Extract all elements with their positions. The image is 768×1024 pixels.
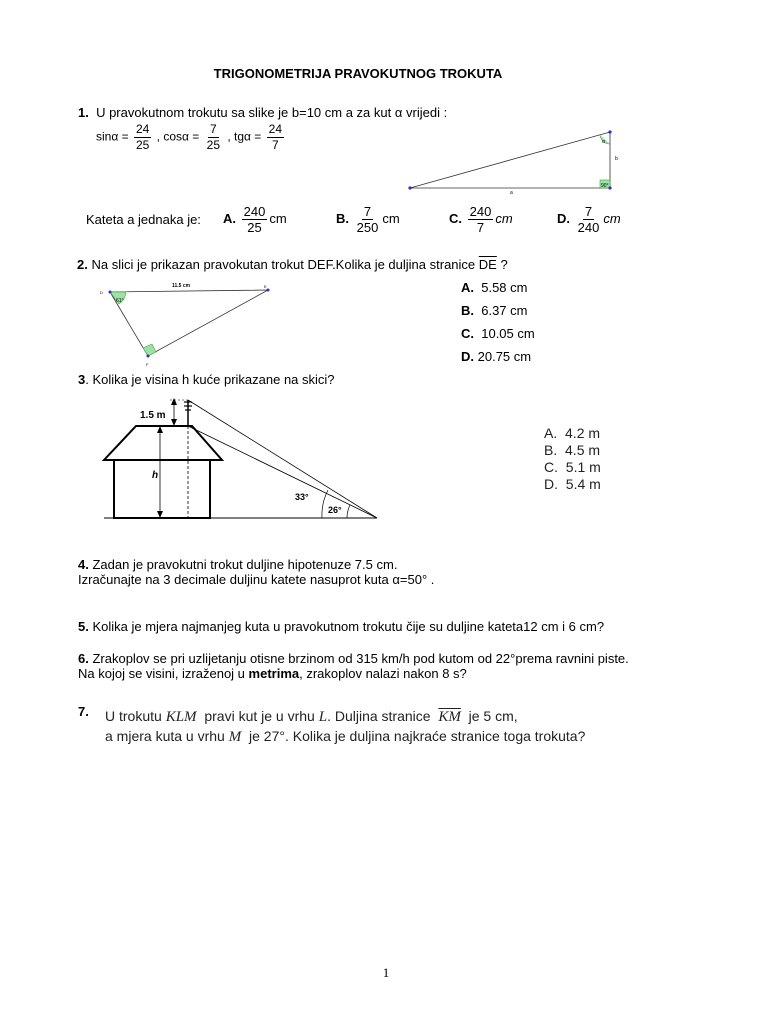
option-value: 4.5 m xyxy=(565,442,601,458)
cos-denominator: 25 xyxy=(206,138,220,152)
option-numerator: 240 xyxy=(243,204,266,219)
question-1-prompt: U pravokutnom trokutu sa slike je b=10 cm a za kut xyxy=(96,105,392,120)
question-4-line-2: Izračunajte na 3 decimale duljinu katete nasuprot kuta xyxy=(78,572,389,587)
question-3-option-d[interactable] xyxy=(544,476,601,493)
house-roof xyxy=(104,426,222,460)
option-letter: A. xyxy=(544,425,558,441)
question-6-text xyxy=(78,651,629,681)
option-letter: B. xyxy=(336,210,349,226)
question-3-options xyxy=(544,425,601,493)
house-sketch xyxy=(100,394,385,524)
option-value: 4.2 m xyxy=(565,425,601,441)
vertex-m: M xyxy=(228,729,242,745)
question-2-number: 2. xyxy=(77,257,88,272)
option-denominator: 240 xyxy=(577,220,600,235)
sin-numerator: 24 xyxy=(135,122,150,136)
question-7-text-part: a mjera kuta u vrhu xyxy=(105,728,225,744)
option-denominator: 250 xyxy=(356,220,379,235)
house-height-label: h xyxy=(152,470,159,481)
question-1-number: 1. xyxy=(78,105,89,120)
tg-numerator: 24 xyxy=(268,122,283,136)
alpha-symbol: α xyxy=(392,572,400,587)
question-4-number: 4. xyxy=(78,557,89,572)
option-unit: cm xyxy=(382,210,400,226)
arrow-head xyxy=(157,426,163,433)
option-unit: cm xyxy=(269,210,287,226)
side-b-label: b xyxy=(615,156,618,162)
option-letter: C. xyxy=(449,210,462,226)
sin-denominator: 25 xyxy=(135,138,150,152)
option-value: 10.05 cm xyxy=(481,326,535,341)
cos-fraction xyxy=(205,122,222,153)
question-3-number: 3 xyxy=(78,372,86,387)
triangle-def xyxy=(110,290,268,356)
option-fraction xyxy=(468,204,494,235)
vertex-point xyxy=(267,289,270,292)
segment-km: $\overline{KM}$ xyxy=(438,709,461,725)
right-angle-mark xyxy=(143,344,156,356)
option-unit: cm xyxy=(495,210,513,226)
question-1-option-b[interactable] xyxy=(336,204,400,235)
option-letter: D. xyxy=(461,349,474,364)
question-6-line-2-end: , zrakoplov nalazi nakon 8 s? xyxy=(299,666,467,681)
side-length-label: 11.5 cm xyxy=(172,283,191,289)
vertex-l: L xyxy=(318,709,328,725)
question-3-option-a[interactable] xyxy=(544,425,601,442)
question-2-option-c[interactable] xyxy=(461,322,535,345)
tg-denominator: 7 xyxy=(271,138,279,152)
option-unit: cm xyxy=(603,210,621,226)
option-letter: C. xyxy=(461,326,474,341)
question-7-text-part: U trokutu xyxy=(105,708,162,724)
tg-label: , tgα = xyxy=(227,129,262,144)
arrow-head xyxy=(171,419,177,426)
question-1-option-c[interactable] xyxy=(449,204,513,235)
question-2-triangle-figure xyxy=(96,278,280,370)
question-7-text-part: pravi kut je u vrhu xyxy=(204,708,315,724)
angle-33-label: 33° xyxy=(295,492,309,502)
question-6-line-2: Na kojoj se visini, izraženoj u xyxy=(78,666,245,681)
option-numerator: 7 xyxy=(584,204,593,219)
arrow-head xyxy=(157,511,163,518)
question-4-line-1: Zadan je pravokutni trokut duljine hipotenuze 7.5 cm. xyxy=(92,557,398,572)
question-1-answer-prompt: Kateta a jednaka je: xyxy=(86,212,201,227)
angle-26-label: 26° xyxy=(328,505,342,515)
page-number: 1 xyxy=(382,965,390,980)
question-1-ratios xyxy=(96,122,286,153)
angle-arc-26 xyxy=(347,505,350,518)
question-7-text xyxy=(105,707,585,747)
option-denominator: 7 xyxy=(476,220,485,235)
option-value: 20.75 cm xyxy=(477,349,532,364)
question-5-text xyxy=(78,619,604,634)
sin-label: sinα = xyxy=(96,129,129,144)
question-2-option-a[interactable] xyxy=(461,276,535,299)
question-4-text xyxy=(78,557,434,587)
angle-label: 61° xyxy=(116,298,124,304)
cos-label: , cosα = xyxy=(156,129,200,144)
option-letter: A. xyxy=(461,280,474,295)
option-fraction xyxy=(242,204,268,235)
option-value: 5.58 cm xyxy=(481,280,528,295)
question-3-text xyxy=(78,372,335,387)
question-2-options xyxy=(461,276,535,368)
option-letter: B. xyxy=(461,303,474,318)
option-numerator: 7 xyxy=(363,204,372,219)
option-letter: D. xyxy=(557,210,570,226)
question-3-option-b[interactable] xyxy=(544,442,601,459)
vertex-e-label: E xyxy=(264,284,267,289)
question-5-prompt: Kolika je mjera najmanjeg kuta u pravokutnom trokutu čije su duljine kateta12 cm i 6 cm? xyxy=(92,619,605,634)
option-value: 5.1 m xyxy=(565,459,601,475)
option-letter: D. xyxy=(544,476,558,492)
option-fraction xyxy=(576,204,602,235)
question-2-prompt-end: ? xyxy=(500,257,508,272)
question-7-text-part: . Duljina stranice xyxy=(327,708,431,724)
option-fraction xyxy=(355,204,381,235)
question-1-text xyxy=(78,105,447,120)
question-6-line-1: Zrakoplov se pri uzlijetanju otisne brzinom od 315 km/h pod kutom od 22°prema ravnini piste. xyxy=(92,651,629,666)
question-1-triangle-figure xyxy=(402,124,622,194)
vertex-point xyxy=(109,291,112,294)
question-6-emphasis: metrima xyxy=(248,666,300,681)
antenna-height-label: 1.5 m xyxy=(140,410,166,421)
question-1-prompt-end: vrijedi : xyxy=(406,105,448,120)
question-1-option-a[interactable] xyxy=(223,204,287,235)
question-2-option-b[interactable] xyxy=(461,299,535,322)
question-2-option-d[interactable] xyxy=(461,345,535,368)
segment-de: $\overline{DE}$ xyxy=(478,257,497,272)
vertex-point xyxy=(408,186,411,189)
sin-fraction xyxy=(134,122,151,153)
option-value: 6.37 cm xyxy=(481,303,528,318)
option-numerator: 240 xyxy=(469,204,492,219)
vertex-point xyxy=(608,130,611,133)
right-angle-label: 90° xyxy=(601,183,609,189)
question-4-angle: =50° . xyxy=(399,572,435,587)
option-value: 5.4 m xyxy=(565,476,601,492)
vertex-f-label: F xyxy=(146,362,149,367)
side-a-label: a xyxy=(510,190,513,194)
question-7-text-part: je 5 cm, xyxy=(468,708,518,724)
triangle-name: KLM xyxy=(165,709,197,725)
option-denominator: 25 xyxy=(247,220,262,235)
sight-line-roof xyxy=(188,426,377,518)
triangle-abc xyxy=(410,132,610,188)
question-7-number-text: 7. xyxy=(78,704,89,719)
tg-fraction xyxy=(267,122,284,153)
option-letter: B. xyxy=(544,442,558,458)
question-2-text xyxy=(77,257,508,272)
question-5-number: 5. xyxy=(78,619,89,634)
alpha-symbol: α xyxy=(394,105,403,120)
question-3-prompt: . Kolika je visina h kuće prikazane na skici? xyxy=(85,372,335,387)
question-2-prompt: Na slici je prikazan pravokutan trokut DEF.Kolika je duljina stranice xyxy=(91,257,476,272)
alpha-angle-label: α xyxy=(602,139,605,145)
cos-numerator: 7 xyxy=(209,122,217,136)
vertex-point xyxy=(608,186,611,189)
option-letter: A. xyxy=(223,210,236,226)
vertex-d-label: D xyxy=(100,290,103,295)
house-walls xyxy=(114,460,210,518)
question-3-option-c[interactable] xyxy=(544,459,601,476)
question-1-option-d[interactable] xyxy=(557,204,621,235)
question-7-text-part: je 27°. Kolika je duljina najkraće stranice toga trokuta? xyxy=(249,728,586,744)
option-letter: C. xyxy=(544,459,558,475)
question-7-number xyxy=(78,704,89,719)
arrow-head xyxy=(171,398,177,405)
document-title: TRIGONOMETRIJA PRAVOKUTNOG TROKUTA xyxy=(213,66,503,81)
question-6-number: 6. xyxy=(78,651,89,666)
vertex-point xyxy=(147,355,150,358)
